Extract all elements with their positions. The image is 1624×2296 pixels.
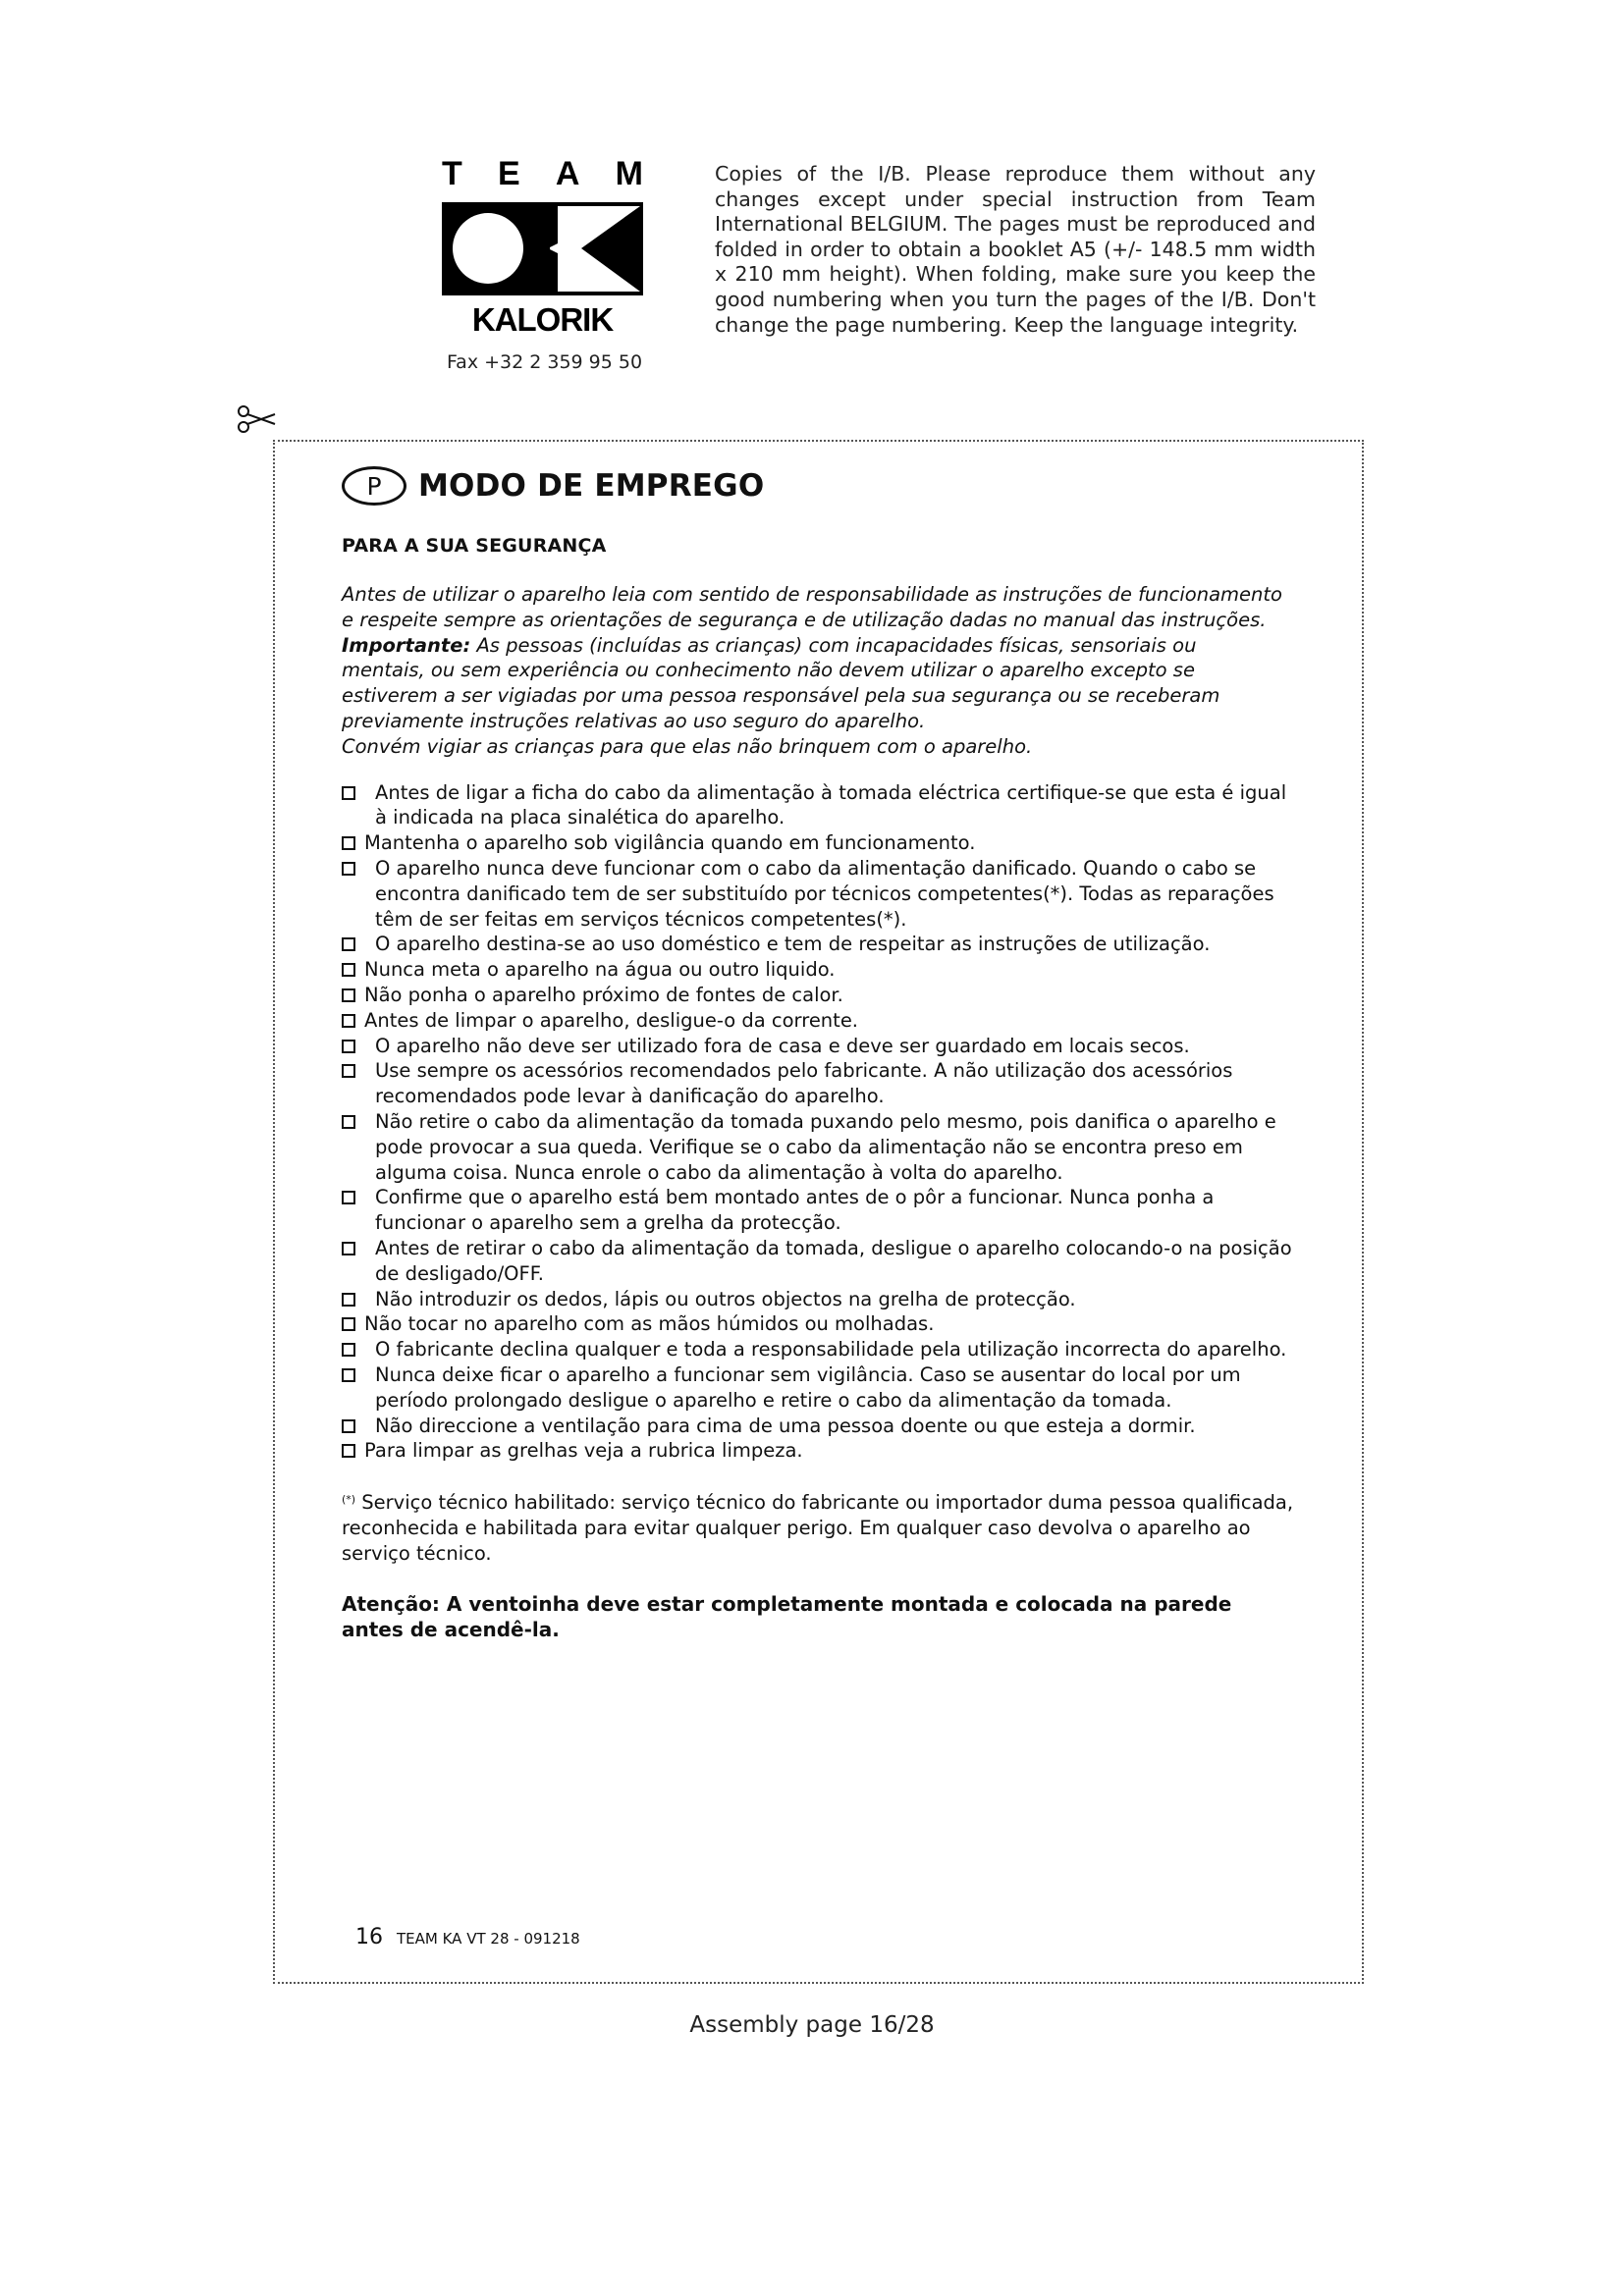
logo-letter: A: [555, 155, 580, 192]
checkbox-bullet-icon: [342, 786, 355, 800]
checkbox-bullet-icon: [342, 1293, 355, 1307]
list-item: Não ponha o aparelho próximo de fontes de calor.: [342, 983, 1299, 1008]
children-paragraph: Convém vigiar as crianças para que elas não brinquem com o aparelho.: [342, 734, 1033, 758]
list-item: Para limpar as grelhas veja a rubrica limpeza.: [342, 1438, 1299, 1464]
list-item: O aparelho nunca deve funcionar com o cabo da alimentação danificado. Quando o cabo se encontra danificado tem de ser substituído por técnicos competentes(*). Todas as reparações têm de ser feitas em serviços técnicos competentes(*).: [342, 856, 1299, 932]
important-paragraph: [342, 633, 1284, 734]
list-item: Mantenha o aparelho sob vigilância quando em funcionamento.: [342, 830, 1299, 856]
list-item: Antes de ligar a ficha do cabo da alimentação à tomada eléctrica certifique-se que esta é igual à indicada na placa sinalética do aparelho.: [342, 780, 1299, 831]
list-item: Não retire o cabo da alimentação da tomada puxando pelo mesmo, pois danifica o aparelho e pode provocar a sua queda. Verifique se o cabo da alimentação não se encontra preso em alguma coisa. Nunca enrole o cabo da alimentação à volta do aparelho.: [342, 1109, 1299, 1185]
section-title-row: [342, 466, 1314, 506]
scissors-icon: [236, 405, 279, 435]
footnote-mark: (*): [342, 1493, 356, 1507]
checkbox-bullet-icon: [342, 1343, 355, 1357]
checkbox-bullet-icon: [342, 862, 355, 876]
important-text: As pessoas (incluídas as crianças) com incapacidades físicas, sensoriais ou mentais, ou sem experiência ou conhecimento não devem utilizar o aparelho excepto se estiverem a ser vigiadas por uma pessoa responsável pela sua segurança ou se receberam previamente instruções relativas ao uso seguro do aparelho.: [342, 633, 1220, 732]
checkbox-bullet-icon: [342, 1368, 355, 1382]
checkbox-bullet-icon: [342, 1040, 355, 1053]
technical-service-footnote: [342, 1487, 1304, 1566]
list-item: Não tocar no aparelho com as mãos húmidos ou molhadas.: [342, 1311, 1299, 1337]
list-item: O fabricante declina qualquer e toda a responsabilidade pela utilização incorrecta do aparelho.: [342, 1337, 1299, 1362]
checkbox-bullet-icon: [342, 963, 355, 977]
list-item: Nunca meta o aparelho na água ou outro liquido.: [342, 957, 1299, 983]
checkbox-bullet-icon: [342, 937, 355, 951]
logo-letter: M: [615, 155, 643, 192]
list-item: Use sempre os acessórios recomendados pelo fabricante. A não utilização dos acessórios recomendados pode levar à danificação do aparelho.: [342, 1058, 1299, 1109]
checkbox-bullet-icon: [342, 1419, 355, 1433]
safety-rules-list: [342, 780, 1314, 1465]
list-item: Confirme que o aparelho está bem montado antes de o pôr a funcionar. Nunca ponha a funcionar o aparelho sem a grelha da protecção.: [342, 1185, 1299, 1236]
important-label: Importante:: [342, 633, 471, 657]
list-item: Antes de limpar o aparelho, desligue-o da corrente.: [342, 1008, 1299, 1034]
language-badge: P: [342, 466, 406, 506]
logo-letter: E: [497, 155, 520, 192]
list-item: Nunca deixe ficar o aparelho a funcionar sem vigilância. Caso se ausentar do local por um período prolongado desligue o aparelho e retire o cabo da alimentação da tomada.: [342, 1362, 1299, 1414]
intro-paragraph: Antes de utilizar o aparelho leia com sentido de responsabilidade as instruções de funcionamento e respeite sempre as orientações de segurança e de utilização dadas no manual das instruções.: [342, 583, 1282, 631]
reproduction-instructions: Copies of the I/B. Please reproduce them without any changes except under special instruction from Team International BELGIUM. The pages must be reproduced and folded in order to obtain a booklet A5 (+/- 148.5 mm width x 210 mm height). When folding, make sure you keep the good numbering when you turn the pages of the I/B. Don't change the page numbering. Keep the language integrity.: [715, 162, 1316, 337]
checkbox-bullet-icon: [342, 1191, 355, 1204]
list-item: Antes de retirar o cabo da alimentação da tomada, desligue o aparelho colocando-o na posição de desligado/OFF.: [342, 1236, 1299, 1287]
safety-heading: PARA A SUA SEGURANÇA: [342, 535, 607, 557]
checkbox-bullet-icon: [342, 1014, 355, 1028]
logo-brand-text: KALORIK: [471, 301, 614, 338]
section-title: MODO DE EMPREGO: [418, 468, 765, 504]
checkbox-bullet-icon: [342, 1317, 355, 1331]
checkbox-bullet-icon: [342, 1444, 355, 1458]
manual-page: [342, 466, 1314, 1642]
list-item: Não introduzir os dedos, lápis ou outros objectos na grelha de protecção.: [342, 1287, 1299, 1312]
checkbox-bullet-icon: [342, 836, 355, 850]
logo-team-text: [442, 157, 643, 190]
page-footer: [355, 1925, 580, 1949]
document-code: TEAM KA VT 28 - 091218: [397, 1930, 580, 1948]
checkbox-bullet-icon: [342, 988, 355, 1002]
checkbox-bullet-icon: [342, 1064, 355, 1078]
page-number: 16: [355, 1925, 383, 1949]
attention-warning: Atenção: A ventoinha deve estar completamente montada e colocada na parede antes de acendê-la.: [342, 1592, 1232, 1642]
list-item: O aparelho não deve ser utilizado fora de casa e deve ser guardado em locais secos.: [342, 1034, 1299, 1059]
checkbox-bullet-icon: [342, 1242, 355, 1255]
checkbox-bullet-icon: [342, 1115, 355, 1129]
safety-intro: [342, 582, 1284, 760]
kalorik-mark-icon: [442, 202, 643, 295]
fax-number: Fax +32 2 359 95 50: [447, 351, 643, 373]
assembly-page-label: Assembly page 16/28: [689, 2012, 935, 2038]
footnote-text: Serviço técnico habilitado: serviço técnico do fabricante ou importador duma pessoa qualificada, reconhecida e habilitada para evitar qualquer perigo. Em qualquer caso devolva o aparelho ao serviço técnico.: [342, 1491, 1294, 1565]
team-kalorik-logo: [442, 157, 643, 339]
logo-letter: T: [442, 155, 462, 192]
list-item: O aparelho destina-se ao uso doméstico e tem de respeitar as instruções de utilização.: [342, 932, 1299, 957]
list-item: Não direccione a ventilação para cima de uma pessoa doente ou que esteja a dormir.: [342, 1414, 1299, 1439]
